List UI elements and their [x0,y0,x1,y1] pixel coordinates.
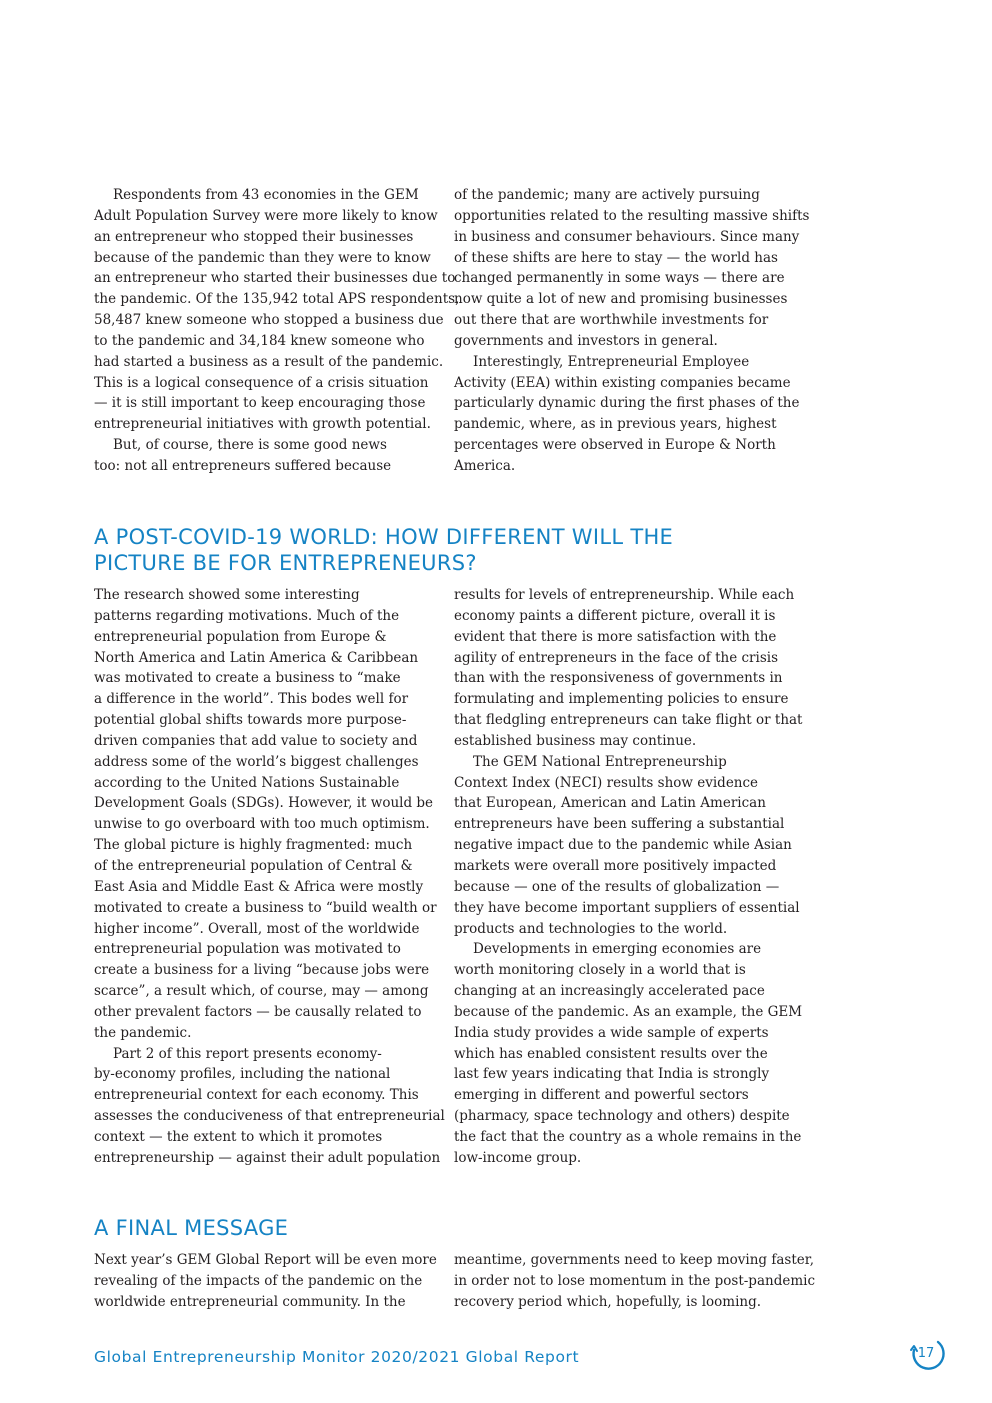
paragraph-line: had started a business as a result of the pandemic. [94,353,444,370]
paragraph-line: that fledgling entrepreneurs can take flight or that [454,712,803,729]
paragraph-line: percentages were observed in Europe & North [454,437,776,454]
paragraph-line: markets were overall more positively impacted [454,857,777,874]
paragraph-line: evident that there is more satisfaction with the [454,628,777,645]
heading-line: PICTURE BE FOR ENTREPRENEURS? [94,551,477,575]
paragraph-line: was motivated to create a business to “make [94,670,401,687]
paragraph-line: particularly dynamic during the first phases of the [454,395,800,412]
paragraph-line: formulating and implementing policies to ensure [454,691,789,708]
post-covid-right-column [454,585,803,1169]
post-covid-left-column [94,585,445,1169]
paragraph-line: pandemic, where, as in previous years, highest [454,416,777,433]
paragraph-line: low-income group. [454,1149,582,1166]
paragraph-line: worldwide entrepreneurial community. In the [94,1293,406,1310]
paragraph-line: now quite a lot of new and promising businesses [454,291,788,308]
paragraph-line: entrepreneurial population from Europe & [94,628,387,645]
paragraph-line: last few years indicating that India is strongly [454,1066,770,1083]
paragraph-line: higher income”. Overall, most of the worldwide [94,920,420,937]
heading-line: A FINAL MESSAGE [94,1216,289,1240]
paragraph-line: meantime, governments need to keep moving faster, [454,1252,815,1268]
paragraph-line: the fact that the country as a whole remains in the [454,1128,802,1145]
paragraph-line: But, of course, there is some good news [113,437,387,454]
paragraph-line: revealing of the impacts of the pandemic on the [94,1272,423,1289]
paragraph-line: because of the pandemic. As an example, the GEM [454,1003,803,1020]
paragraph-line: entrepreneurship — against their adult population [94,1149,441,1166]
paragraph-line: an entrepreneur who stopped their businesses [94,228,414,245]
paragraph-line: scarce”, a result which, of course, may — among [94,983,429,1000]
page-number: 17 [917,1346,935,1361]
paragraph-line: Respondents from 43 economies in the GEM [113,187,419,203]
paragraph-line: driven companies that add value to society and [94,732,418,749]
paragraph-line: of the pandemic; many are actively pursuing [454,187,760,203]
heading-line: A POST-COVID-19 WORLD: HOW DIFFERENT WILL THE [94,525,674,549]
paragraph-line: emerging in different and powerful sectors [454,1087,749,1104]
paragraph-line: a difference in the world”. This bodes well for [94,691,409,708]
final-message-left-column [94,1250,437,1313]
paragraph-line: established business may continue. [454,732,697,749]
report-footer-title: Global Entrepreneurship Monitor 2020/2021 Global Report [94,1348,580,1366]
paragraph-line: too: not all entrepreneurs suffered because [94,457,392,474]
paragraph-line: motivated to create a business to “build wealth or [94,899,437,916]
paragraph-line: entrepreneurial population was motivated to [94,941,401,958]
paragraph-line: economy paints a different picture, overall it is [454,607,776,624]
paragraph-line: governments and investors in general. [454,332,718,349]
paragraph-line: India study provides a wide sample of experts [454,1024,769,1041]
paragraph-line: an entrepreneur who started their businesses due to [94,270,456,287]
paragraph-line: because — one of the results of globalization — [454,878,780,895]
paragraph-line: East Asia and Middle East & Africa were mostly [94,878,424,895]
paragraph-line: worth monitoring closely in a world that is [454,962,746,979]
paragraph-line: because of the pandemic than they were to know [94,249,431,266]
paragraph-line: America. [454,457,516,474]
section-heading-post-covid [94,524,794,576]
paragraph-line: they have become important suppliers of essential [454,899,800,916]
paragraph-line: Part 2 of this report presents economy- [113,1045,382,1062]
paragraph-line: address some of the world’s biggest challenges [94,753,419,770]
paragraph-line: 58,487 knew someone who stopped a business due [94,312,444,329]
paragraph-line: results for levels of entrepreneurship. While each [454,587,795,603]
paragraph-line: in business and consumer behaviours. Since many [454,228,800,245]
paragraph-line: entrepreneurial context for each economy. This [94,1087,419,1104]
paragraph-line: than with the responsiveness of governments in [454,670,783,687]
paragraph-line: negative impact due to the pandemic while Asian [454,837,792,854]
paragraph-line: assesses the conduciveness of that entrepreneurial [94,1108,445,1125]
paragraph-line: Adult Population Survey were more likely to know [94,207,438,224]
paragraph-line: Interestingly, Entrepreneurial Employee [473,353,750,370]
paragraph-line: potential global shifts towards more purpose- [94,712,407,729]
paragraph-line: changed permanently in some ways — there are [454,270,785,287]
paragraph-line: entrepreneurial initiatives with growth potential. [94,416,431,433]
paragraph-line: The research showed some interesting [94,587,360,603]
paragraph-line: by-economy profiles, including the national [94,1066,391,1083]
paragraph-line: North America and Latin America & Caribbean [94,649,419,666]
paragraph-line: Next year’s GEM Global Report will be even more [94,1252,437,1268]
paragraph-line: according to the United Nations Sustainable [94,774,400,791]
paragraph-line: agility of entrepreneurs in the face of the crisis [454,649,778,666]
paragraph-line: other prevalent factors — be causally related to [94,1003,422,1020]
paragraph-line: opportunities related to the resulting massive shifts [454,207,810,224]
paragraph-line: Development Goals (SDGs). However, it would be [94,795,434,812]
paragraph-line: unwise to go overboard with too much optimism. [94,816,430,833]
final-message-right-column [454,1250,816,1313]
paragraph-line: out there that are worthwhile investments for [454,312,769,329]
paragraph-line: The global picture is highly fragmented: much [94,837,413,854]
section-heading-final-message [94,1215,794,1241]
intro-right-column [454,185,810,477]
paragraph-line: of these shifts are here to stay — the world has [454,249,778,266]
paragraph-line: Activity (EEA) within existing companies became [454,374,791,391]
paragraph-line: Developments in emerging economies are [473,941,762,958]
paragraph-line: in order not to lose momentum in the post-pandemic [454,1272,816,1289]
paragraph-line: — it is still important to keep encouraging those [94,395,426,412]
paragraph-line: of the entrepreneurial population of Central & [94,857,413,874]
paragraph-line: to the pandemic and 34,184 knew someone who [94,332,425,349]
paragraph-line: This is a logical consequence of a crisis situation [94,374,429,391]
paragraph-line: Context Index (NECI) results show evidence [454,774,759,791]
paragraph-line: context — the extent to which it promotes [94,1128,383,1145]
paragraph-line: entrepreneurs have been suffering a substantial [454,816,785,833]
paragraph-line: create a business for a living “because jobs were [94,962,430,979]
paragraph-line: that European, American and Latin American [454,795,766,812]
page-number-badge [908,1336,948,1376]
paragraph-line: changing at an increasingly accelerated pace [454,983,765,1000]
paragraph-line: the pandemic. Of the 135,942 total APS respondents, [94,291,460,308]
paragraph-line: the pandemic. [94,1024,192,1041]
paragraph-line: products and technologies to the world. [454,920,728,937]
paragraph-line: The GEM National Entrepreneurship [473,753,727,770]
intro-left-column [94,185,460,477]
paragraph-line: recovery period which, hopefully, is looming. [454,1293,762,1310]
paragraph-line: which has enabled consistent results over the [454,1045,768,1062]
paragraph-line: patterns regarding motivations. Much of the [94,607,400,624]
paragraph-line: (pharmacy, space technology and others) despite [454,1108,790,1125]
